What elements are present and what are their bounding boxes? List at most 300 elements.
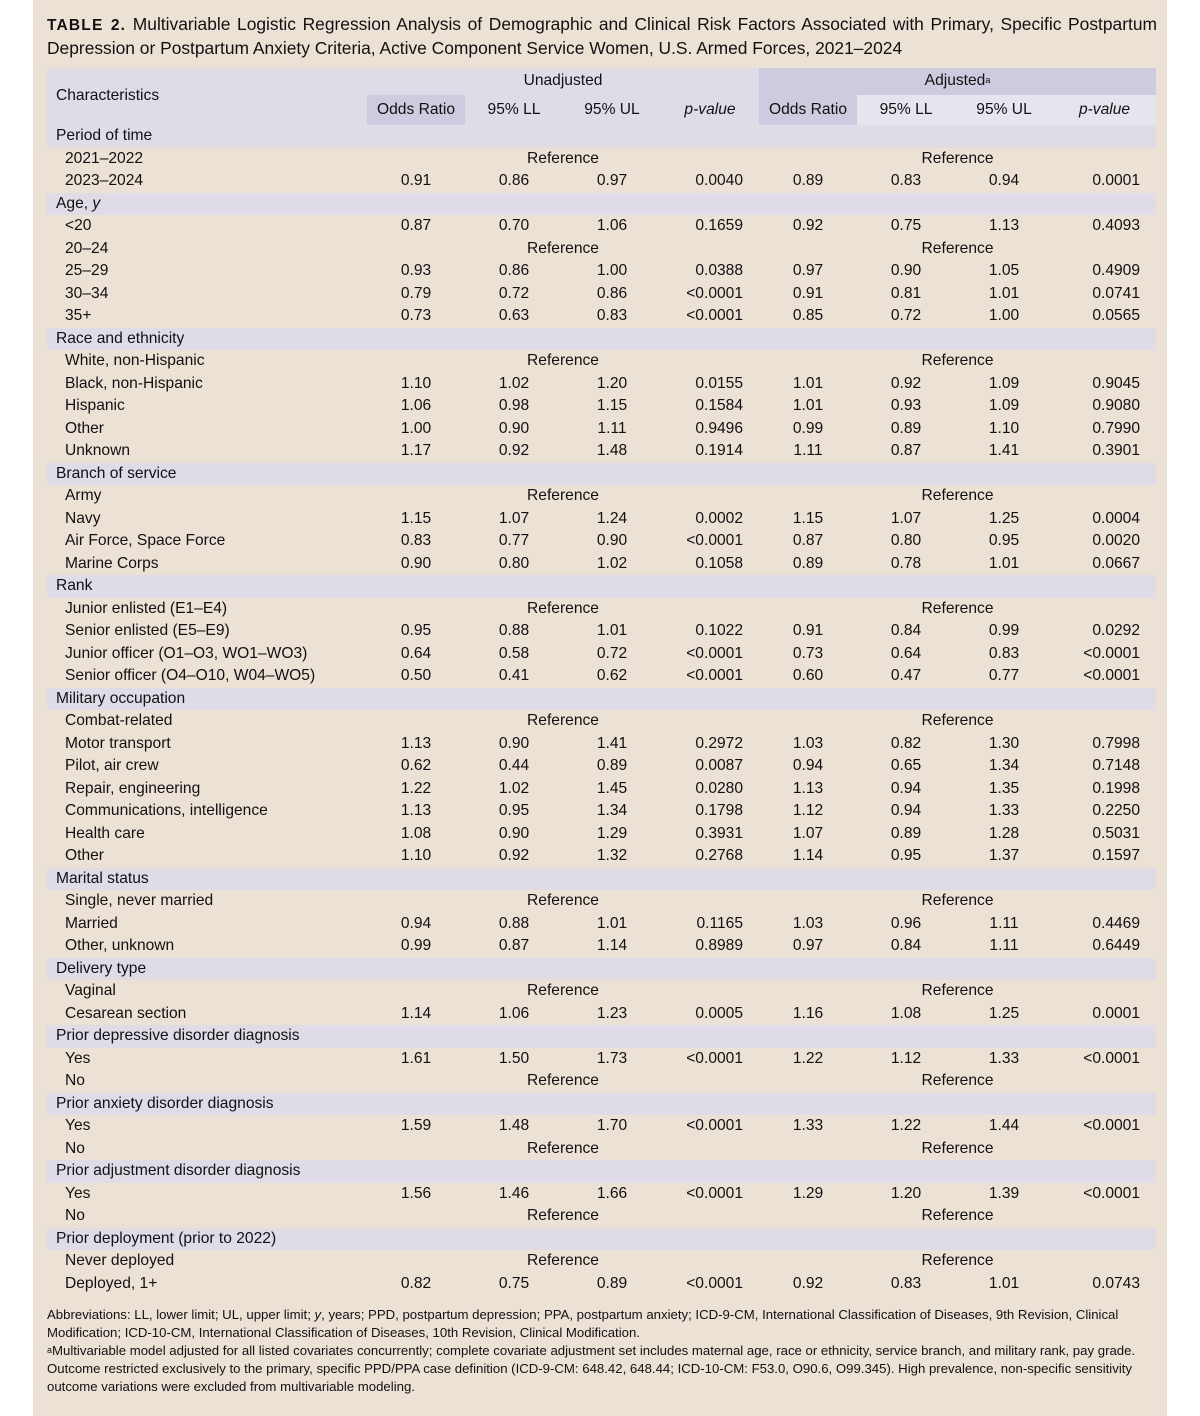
cell-ul-adj: 1.11 (989, 914, 1019, 932)
cell-or-unadj: 0.87 (400, 217, 432, 234)
row-label: Married (65, 914, 118, 932)
cell-ll-unadj: 0.63 (498, 307, 530, 324)
cell-or-unadj: 1.10 (400, 374, 432, 392)
row-label: No (65, 1207, 85, 1224)
row-label: 25–29 (65, 262, 109, 279)
cell-ll-adj: 0.95 (890, 847, 922, 864)
cell-ll-unadj: 0.92 (498, 442, 530, 459)
cell-ll-unadj: 0.87 (498, 937, 530, 954)
cell-ul-adj: 0.83 (988, 644, 1020, 662)
cell-or-adj: 0.97 (792, 262, 824, 279)
cell-pvalue-unadj: 0.1058 (695, 554, 744, 572)
table-row (47, 485, 1156, 508)
cell-pvalue-adj: <0.0001 (1083, 667, 1141, 684)
table-row (47, 1048, 1156, 1071)
reference-unadjusted: Reference (527, 1207, 599, 1224)
cell-ll-unadj: 0.90 (498, 734, 530, 752)
cell-ul-adj: 1.33 (988, 802, 1020, 819)
cell-pvalue-adj: 0.5031 (1092, 824, 1141, 842)
cell-ul-adj: 0.77 (988, 667, 1020, 684)
table-row (47, 980, 1156, 1003)
cell-or-adj: 1.01 (792, 374, 824, 392)
row-label: Other (65, 419, 104, 437)
table-row (47, 215, 1156, 238)
cell-ul-adj: 1.25 (988, 1004, 1020, 1022)
cell-pvalue-adj: 0.0565 (1092, 307, 1141, 324)
table-row (47, 935, 1156, 958)
row-label: Yes (65, 1184, 91, 1202)
cell-pvalue-adj: <0.0001 (1083, 1184, 1141, 1202)
cell-ll-adj: 0.81 (890, 284, 922, 302)
row-label: 2023–2024 (65, 172, 144, 189)
cell-ll-unadj: 0.41 (498, 667, 530, 684)
cell-ll-adj: 0.93 (890, 397, 922, 414)
table-row (47, 665, 1156, 688)
row-label: Repair, engineering (65, 779, 201, 797)
table-row (47, 823, 1156, 846)
cell-ul-adj: 1.10 (988, 419, 1020, 437)
group-label (47, 193, 1156, 216)
cell-ul-unadj: 1.11 (597, 419, 627, 437)
row-label: 30–34 (65, 284, 109, 302)
row-label: Other (65, 847, 104, 864)
cell-or-unadj: 1.14 (400, 1004, 432, 1022)
cell-ul-adj: 1.05 (988, 262, 1020, 279)
table-title (47, 13, 1157, 60)
cell-ll-adj: 0.80 (890, 532, 922, 549)
reference-adjusted: Reference (921, 712, 994, 729)
table-row (47, 620, 1156, 643)
table-panel (33, 0, 1167, 1416)
unadjusted-header: Unadjusted (367, 68, 759, 95)
cell-ul-adj: 0.95 (988, 532, 1020, 549)
table-row (47, 643, 1156, 666)
cell-ul-adj: 1.34 (988, 757, 1020, 774)
cell-ul-adj: 0.99 (988, 622, 1020, 639)
cell-or-adj: 0.91 (792, 284, 824, 302)
group-label-text: Age, (56, 194, 93, 212)
cell-ul-adj: 1.35 (988, 779, 1020, 797)
cell-ll-adj: 0.65 (890, 757, 922, 774)
cell-or-unadj: 0.50 (400, 667, 432, 684)
cell-ll-adj: 0.94 (890, 802, 922, 819)
table-title-text: Multivariable Logistic Regression Analysis of Demographic and Clinical Risk Factors Associated with Primary, Specific Postpartum Depression or Postpartum Anxiety Criteria, Active Component Service Women, U.S. Armed Forces, 2021–2024 (47, 14, 1157, 58)
row-label: Senior enlisted (E5–E9) (65, 622, 230, 639)
table-row (47, 598, 1156, 621)
cell-ll-unadj: 0.90 (498, 824, 530, 842)
group-row (47, 688, 1156, 711)
row-label: Junior enlisted (E1–E4) (65, 599, 228, 617)
cell-pvalue-unadj: 0.1914 (695, 442, 744, 459)
col-header-odds-ratio-adj: Odds Ratio (759, 95, 857, 125)
table-row (47, 418, 1156, 441)
cell-ul-unadj: 1.34 (596, 802, 628, 819)
abbreviations-text-2: , years; PPD, postpartum depression; PPA, postpartum anxiety; ICD-9-CM, International Classification of Diseases, 9th Revision, Clinical Modification; ICD-10-CM, International Classification of Diseases, 10th Revision, Clinical Modification. (47, 1307, 1119, 1340)
reference-adjusted: Reference (921, 487, 994, 504)
row-label: Communications, intelligence (65, 802, 268, 819)
row-label: Pilot, air crew (65, 757, 159, 774)
cell-or-unadj: 1.13 (400, 734, 432, 752)
cell-or-adj: 0.92 (792, 1274, 824, 1292)
reference-adjusted: Reference (921, 149, 994, 167)
group-label (47, 1160, 1156, 1183)
cell-ll-unadj: 0.98 (498, 397, 530, 414)
cell-ul-adj: 1.09 (988, 397, 1020, 414)
cell-or-unadj: 0.64 (400, 644, 432, 662)
cell-ll-unadj: 1.46 (498, 1184, 530, 1202)
reference-unadjusted: Reference (527, 712, 599, 729)
cell-or-unadj: 0.93 (400, 262, 432, 279)
col-header-pvalue-adj: p-value (1053, 95, 1156, 125)
reference-adjusted: Reference (921, 239, 994, 257)
cell-ul-unadj: 1.73 (596, 1049, 628, 1067)
cell-pvalue-adj: 0.4469 (1092, 914, 1141, 932)
table-row (47, 148, 1156, 171)
group-label-text: Rank (56, 577, 93, 594)
group-label-text: Delivery type (56, 959, 147, 977)
cell-ul-unadj: 0.86 (596, 284, 628, 302)
cell-ll-adj: 0.82 (890, 734, 922, 752)
reference-adjusted: Reference (921, 1252, 994, 1269)
reference-adjusted: Reference (921, 352, 994, 369)
reference-unadjusted: Reference (527, 149, 599, 167)
table-row (47, 913, 1156, 936)
group-label-text: Prior adjustment disorder diagnosis (56, 1162, 301, 1179)
cell-pvalue-unadj: <0.0001 (686, 1184, 744, 1202)
table-row (47, 710, 1156, 733)
cell-ul-adj: 1.39 (988, 1184, 1020, 1202)
cell-or-adj: 1.07 (792, 824, 824, 842)
reference-adjusted: Reference (921, 982, 994, 999)
row-label: No (65, 1072, 85, 1089)
cell-or-unadj: 1.59 (400, 1117, 432, 1134)
cell-pvalue-unadj: <0.0001 (686, 1049, 744, 1067)
cell-pvalue-adj: 0.7990 (1092, 419, 1141, 437)
cell-ul-adj: 1.00 (988, 307, 1020, 324)
footnotes (47, 1306, 1157, 1396)
group-label-text: Prior deployment (prior to 2022) (56, 1229, 277, 1247)
row-label: Health care (65, 824, 145, 842)
table-row (47, 1003, 1156, 1026)
reference-adjusted: Reference (921, 892, 994, 909)
cell-pvalue-unadj: 0.2972 (695, 734, 744, 752)
cell-ul-unadj: 0.83 (596, 307, 628, 324)
reference-unadjusted: Reference (527, 892, 599, 909)
group-row (47, 328, 1156, 351)
row-label: Senior officer (O4–O10, W04–WO5) (65, 667, 316, 684)
cell-pvalue-adj: 0.0743 (1092, 1274, 1141, 1292)
adjustment-note (47, 1342, 1157, 1396)
cell-ul-unadj: 1.48 (596, 442, 628, 459)
group-label (47, 1025, 1156, 1048)
cell-pvalue-unadj: 0.8989 (695, 937, 744, 954)
cell-ll-unadj: 0.80 (498, 554, 530, 572)
group-row (47, 1228, 1156, 1251)
cell-pvalue-unadj: 0.0005 (695, 1004, 744, 1022)
cell-or-adj: 1.15 (792, 509, 824, 527)
table-body (47, 125, 1156, 1295)
cell-or-adj: 1.16 (792, 1004, 824, 1022)
cell-pvalue-adj: 0.4093 (1092, 217, 1141, 234)
group-label-italic: y (92, 194, 101, 212)
table-row (47, 440, 1156, 463)
reference-adjusted: Reference (921, 599, 994, 617)
cell-or-adj: 1.01 (792, 397, 824, 414)
group-label-text: Marital status (56, 869, 149, 887)
cell-or-adj: 0.99 (792, 419, 824, 437)
group-label (47, 688, 1156, 711)
regression-table (47, 68, 1156, 1295)
cell-or-unadj: 0.73 (400, 307, 432, 324)
cell-or-adj: 0.89 (792, 172, 824, 189)
cell-ul-unadj: 1.01 (596, 622, 628, 639)
cell-pvalue-unadj: 0.0155 (695, 374, 744, 392)
cell-or-unadj: 0.79 (400, 284, 432, 302)
table-row (47, 800, 1156, 823)
cell-or-adj: 0.60 (792, 667, 824, 684)
group-label-text: Branch of service (56, 464, 177, 482)
note-a-marker: a (47, 1345, 53, 1355)
table-row (47, 553, 1156, 576)
cell-pvalue-adj: 0.0020 (1092, 532, 1141, 549)
cell-ll-unadj: 0.77 (498, 532, 530, 549)
cell-ll-adj: 0.84 (890, 937, 922, 954)
cell-ul-unadj: 1.15 (596, 397, 628, 414)
cell-pvalue-unadj: 0.0388 (695, 262, 744, 279)
group-row (47, 1160, 1156, 1183)
cell-ul-unadj: 0.62 (596, 667, 628, 684)
reference-unadjusted: Reference (527, 1252, 599, 1269)
cell-ul-unadj: 1.45 (596, 779, 628, 797)
cell-pvalue-adj: 0.0667 (1092, 554, 1141, 572)
cell-or-unadj: 0.94 (400, 914, 432, 932)
cell-or-unadj: 1.56 (400, 1184, 432, 1202)
row-label: Vaginal (65, 982, 116, 999)
cell-pvalue-unadj: 0.1798 (695, 802, 744, 819)
cell-pvalue-adj: 0.7148 (1092, 757, 1141, 774)
cell-or-unadj: 1.08 (400, 824, 432, 842)
group-label (47, 958, 1156, 981)
cell-or-unadj: 1.17 (400, 442, 432, 459)
reference-unadjusted: Reference (527, 239, 599, 257)
cell-ll-adj: 0.96 (890, 914, 922, 932)
cell-or-unadj: 0.95 (400, 622, 432, 639)
table-row (47, 283, 1156, 306)
group-label-text: Period of time (56, 127, 153, 144)
abbreviations-y: y (314, 1307, 322, 1322)
cell-or-unadj: 0.91 (400, 172, 432, 189)
cell-ul-unadj: 0.89 (596, 757, 628, 774)
table-row (47, 778, 1156, 801)
table-row (47, 508, 1156, 531)
row-label: Deployed, 1+ (65, 1274, 158, 1292)
reference-unadjusted: Reference (527, 1072, 599, 1089)
cell-or-adj: 0.94 (792, 757, 824, 774)
cell-pvalue-unadj: <0.0001 (686, 644, 744, 662)
cell-ul-unadj: 1.29 (596, 824, 628, 842)
cell-pvalue-unadj: 0.1022 (695, 622, 744, 639)
group-label-text: Prior anxiety disorder diagnosis (56, 1094, 274, 1112)
cell-ll-adj: 0.64 (890, 644, 922, 662)
cell-pvalue-adj: 0.0001 (1092, 1004, 1141, 1022)
group-row (47, 1093, 1156, 1116)
cell-pvalue-adj: 0.0292 (1092, 622, 1141, 639)
cell-ul-adj: 1.30 (988, 734, 1020, 752)
note-a-text: Multivariable model adjusted for all listed covariates concurrently; complete covariate adjustment set includes maternal age, race or ethnicity, service branch, and military rank, pay grade. Outcome restricted exclusively to the primary, specific PPD/PPA case definition (ICD-9-CM: 648.42, 648.44; ICD-10-CM: F53.0, O90.6, O99.345). High prevalence, non-specific sensitivity outcome variations were excluded from multivariable modeling. (47, 1343, 1136, 1394)
row-label: Army (65, 487, 102, 504)
cell-pvalue-adj: <0.0001 (1083, 1117, 1141, 1134)
table-row (47, 1115, 1156, 1138)
cell-ul-adj: 1.11 (989, 937, 1019, 954)
cell-or-adj: 0.92 (792, 217, 824, 234)
row-label: Navy (65, 509, 101, 527)
cell-ul-unadj: 1.32 (596, 847, 628, 864)
cell-ul-unadj: 0.90 (596, 532, 628, 549)
cell-ll-adj: 0.84 (890, 622, 922, 639)
row-label: Black, non-Hispanic (65, 374, 203, 392)
cell-pvalue-adj: 0.9080 (1092, 397, 1141, 414)
cell-pvalue-adj: 0.3901 (1092, 442, 1141, 459)
group-row (47, 868, 1156, 891)
col-header-ll-unadj: 95% LL (465, 95, 563, 125)
table-row (47, 1070, 1156, 1093)
row-label: Hispanic (65, 397, 125, 414)
cell-pvalue-unadj: 0.1584 (695, 397, 744, 414)
cell-ul-unadj: 1.06 (596, 217, 628, 234)
cell-or-adj: 0.91 (792, 622, 824, 639)
cell-or-unadj: 1.00 (400, 419, 432, 437)
cell-pvalue-unadj: 0.0002 (695, 509, 744, 527)
group-label-text: Prior depressive disorder diagnosis (56, 1027, 300, 1044)
adjusted-header (759, 68, 1156, 95)
cell-pvalue-adj: 0.0741 (1092, 284, 1141, 302)
table-row (47, 350, 1156, 373)
cell-ul-adj: 1.28 (988, 824, 1020, 842)
cell-ll-unadj: 1.50 (498, 1049, 530, 1067)
row-label: No (65, 1139, 85, 1157)
group-row (47, 575, 1156, 598)
group-row (47, 1025, 1156, 1048)
col-header-pvalue-unadj: p-value (661, 95, 759, 125)
cell-ll-adj: 0.47 (890, 667, 922, 684)
reference-unadjusted: Reference (527, 352, 599, 369)
cell-ll-unadj: 1.07 (498, 509, 530, 527)
row-label: Air Force, Space Force (65, 532, 226, 549)
group-label-text: Race and ethnicity (56, 329, 185, 347)
group-row (47, 125, 1156, 148)
cell-pvalue-adj: 0.0004 (1092, 509, 1141, 527)
row-label: 2021–2022 (65, 149, 144, 167)
reference-unadjusted: Reference (527, 982, 599, 999)
cell-or-adj: 1.14 (792, 847, 824, 864)
cell-ll-adj: 0.75 (890, 217, 922, 234)
cell-or-unadj: 1.15 (400, 509, 432, 527)
cell-pvalue-unadj: <0.0001 (686, 307, 744, 324)
cell-ul-adj: 1.37 (988, 847, 1020, 864)
cell-ll-unadj: 0.90 (498, 419, 530, 437)
cell-ll-unadj: 0.86 (498, 262, 530, 279)
cell-pvalue-adj: <0.0001 (1083, 644, 1141, 662)
cell-ll-adj: 0.94 (890, 779, 922, 797)
cell-ul-unadj: 1.41 (596, 734, 628, 752)
table-row (47, 733, 1156, 756)
cell-ll-unadj: 0.70 (498, 217, 530, 234)
cell-or-adj: 0.85 (792, 307, 824, 324)
cell-ll-unadj: 0.72 (498, 284, 530, 302)
group-label (47, 1093, 1156, 1116)
cell-pvalue-adj: 0.4909 (1092, 262, 1141, 279)
cell-or-adj: 0.97 (792, 937, 824, 954)
cell-or-adj: 1.22 (792, 1049, 824, 1067)
row-label: Other, unknown (65, 937, 175, 954)
cell-ll-adj: 1.12 (890, 1049, 922, 1067)
cell-ll-adj: 0.72 (890, 307, 922, 324)
abbreviations-note (47, 1306, 1157, 1342)
cell-ll-adj: 0.89 (890, 419, 922, 437)
col-header-ll-adj: 95% LL (857, 95, 955, 125)
cell-or-adj: 0.87 (792, 532, 824, 549)
table-row (47, 373, 1156, 396)
table-row (47, 395, 1156, 418)
col-header-odds-ratio-unadj: Odds Ratio (367, 95, 465, 125)
row-label: <20 (65, 217, 92, 234)
cell-ul-adj: 1.01 (988, 1274, 1020, 1292)
cell-or-adj: 1.33 (792, 1117, 824, 1134)
cell-pvalue-unadj: 0.0280 (695, 779, 744, 797)
cell-ll-unadj: 0.88 (498, 622, 530, 639)
cell-ll-adj: 0.90 (890, 262, 922, 279)
group-label (47, 1228, 1156, 1251)
cell-ll-unadj: 1.02 (498, 374, 530, 392)
cell-ll-adj: 0.92 (890, 374, 922, 392)
row-label: Unknown (65, 442, 131, 459)
cell-ul-adj: 1.09 (988, 374, 1020, 392)
row-label: Motor transport (65, 734, 171, 752)
cell-ll-adj: 0.83 (890, 172, 922, 189)
cell-or-unadj: 0.83 (400, 532, 432, 549)
cell-ul-unadj: 1.14 (596, 937, 628, 954)
row-label: Single, never married (65, 892, 214, 909)
cell-ll-unadj: 0.58 (498, 644, 530, 662)
group-label (47, 575, 1156, 598)
cell-ll-adj: 1.08 (890, 1004, 922, 1022)
cell-ll-unadj: 1.48 (498, 1117, 530, 1134)
cell-pvalue-adj: 0.2250 (1092, 802, 1141, 819)
characteristics-header: Characteristics (47, 68, 367, 125)
cell-ll-unadj: 0.88 (498, 914, 530, 932)
reference-adjusted: Reference (921, 1072, 994, 1089)
cell-pvalue-unadj: 0.1165 (696, 914, 744, 932)
cell-ul-unadj: 0.97 (596, 172, 628, 189)
cell-ul-unadj: 1.20 (596, 374, 628, 392)
row-label: Cesarean section (65, 1004, 187, 1022)
cell-or-unadj: 1.61 (400, 1049, 432, 1067)
cell-ll-adj: 1.20 (890, 1184, 922, 1202)
cell-or-adj: 1.13 (792, 779, 824, 797)
row-label: White, non-Hispanic (65, 352, 205, 369)
cell-ul-unadj: 0.72 (596, 644, 628, 662)
table-row (47, 238, 1156, 261)
adjusted-footnote-marker: a (985, 75, 991, 86)
cell-ll-unadj: 1.06 (498, 1004, 530, 1022)
col-header-ul-unadj: 95% UL (563, 95, 661, 125)
cell-ul-adj: 1.44 (988, 1117, 1020, 1134)
cell-ll-unadj: 0.92 (498, 847, 530, 864)
cell-pvalue-adj: 0.7998 (1092, 734, 1141, 752)
reference-unadjusted: Reference (527, 487, 599, 504)
cell-ll-adj: 1.22 (890, 1117, 922, 1134)
cell-or-adj: 1.29 (792, 1184, 824, 1202)
